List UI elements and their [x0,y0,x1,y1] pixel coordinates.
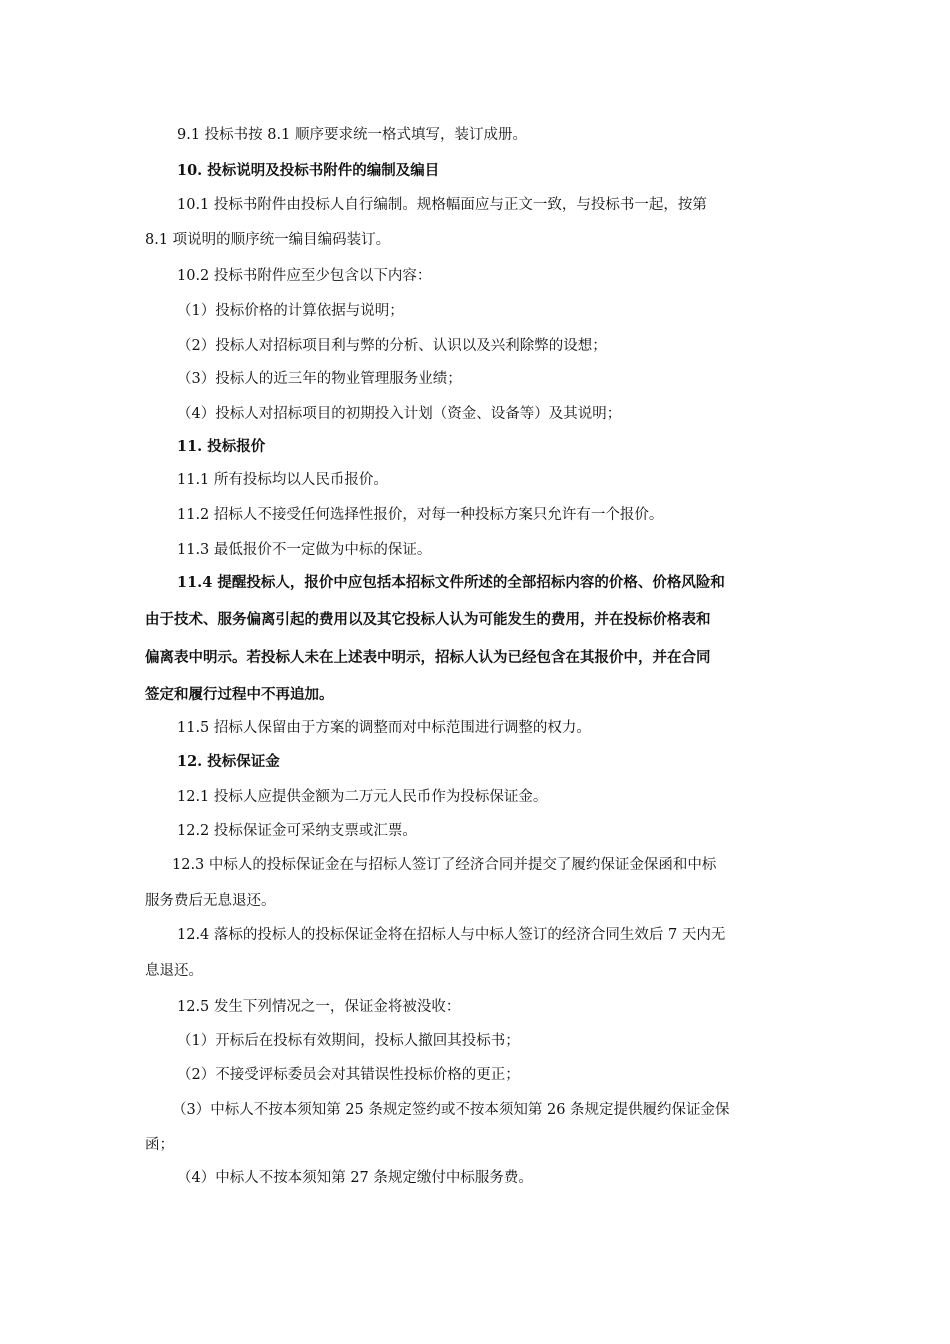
para-12-5: 12.5 发生下列情况之一，保证金将被没收： [177,999,461,1015]
list-item-12-5-4: （4）中标人不按本须知第 27 条规定缴付中标服务费。 [177,1170,533,1186]
list-item-12-5-1: （1）开标后在投标有效期间，投标人撤回其投标书； [177,1033,520,1049]
para-12-1: 12.1 投标人应提供金额为二万元人民币作为投标保证金。 [177,789,548,805]
para-11-2: 11.2 招标人不接受任何选择性报价，对每一种投标方案只允许有一个报价。 [177,507,664,523]
para-11-4-line3: 偏离表中明示。若投标人未在上述表中明示，招标人认为已经包含在其报价中，并在合同 [145,649,711,666]
list-item-12-5-2: （2）不接受评标委员会对其错误性投标价格的更正； [177,1067,520,1083]
para-11-3: 11.3 最低报价不一定做为中标的保证。 [177,542,432,558]
para-10-1-line1: 10.1 投标书附件由投标人自行编制。规格幅面应与正文一致，与投标书一起，按第 [177,197,707,213]
para-11-4-line1: 11.4 提醒投标人，报价中应包括本招标文件所述的全部招标内容的价格、价格风险和 [177,574,725,591]
para-12-3-line2: 服务费后无息退还。 [145,893,276,909]
list-item-12-5-3-line1: （3）中标人不按本须知第 25 条规定签约或不按本须知第 26 条规定提供履约保证金保 [172,1102,730,1118]
para-12-4-line2: 息退还。 [145,963,203,979]
heading-10: 10. 投标说明及投标书附件的编制及编目 [177,162,440,179]
list-item-10-2-2: （2）投标人对招标项目利与弊的分析、认识以及兴利除弊的设想； [177,338,607,354]
para-9-1: 9.1 投标书按 8.1 顺序要求统一格式填写，装订成册。 [177,127,527,143]
para-11-4-line4: 签定和履行过程中不再追加。 [145,686,334,703]
para-11-4-line2: 由于技术、服务偏离引起的费用以及其它投标人认为可能发生的费用，并在投标价格表和 [145,611,711,628]
para-11-5: 11.5 招标人保留由于方案的调整而对中标范围进行调整的权力。 [177,720,591,736]
para-12-4-line1: 12.4 落标的投标人的投标保证金将在招标人与中标人签订的经济合同生效后 7 天内无 [177,927,726,943]
para-12-2: 12.2 投标保证金可采纳支票或汇票。 [177,823,417,839]
para-10-2: 10.2 投标书附件应至少包含以下内容： [177,268,432,284]
list-item-12-5-3-line2: 函； [145,1137,174,1153]
para-12-3-line1: 12.3 中标人的投标保证金在与招标人签订了经济合同并提交了履约保证金保函和中标 [172,857,717,873]
list-item-10-2-3: （3）投标人的近三年的物业管理服务业绩； [177,371,462,387]
heading-11: 11. 投标报价 [177,438,266,455]
list-item-10-2-1: （1）投标价格的计算依据与说明； [177,303,404,319]
para-10-1-line2: 8.1 项说明的顺序统一编目编码装订。 [145,232,391,248]
heading-12: 12. 投标保证金 [177,753,280,770]
para-11-1: 11.1 所有投标均以人民币报价。 [177,472,388,488]
list-item-10-2-4: （4）投标人对招标项目的初期投入计划（资金、设备等）及其说明； [177,406,622,422]
